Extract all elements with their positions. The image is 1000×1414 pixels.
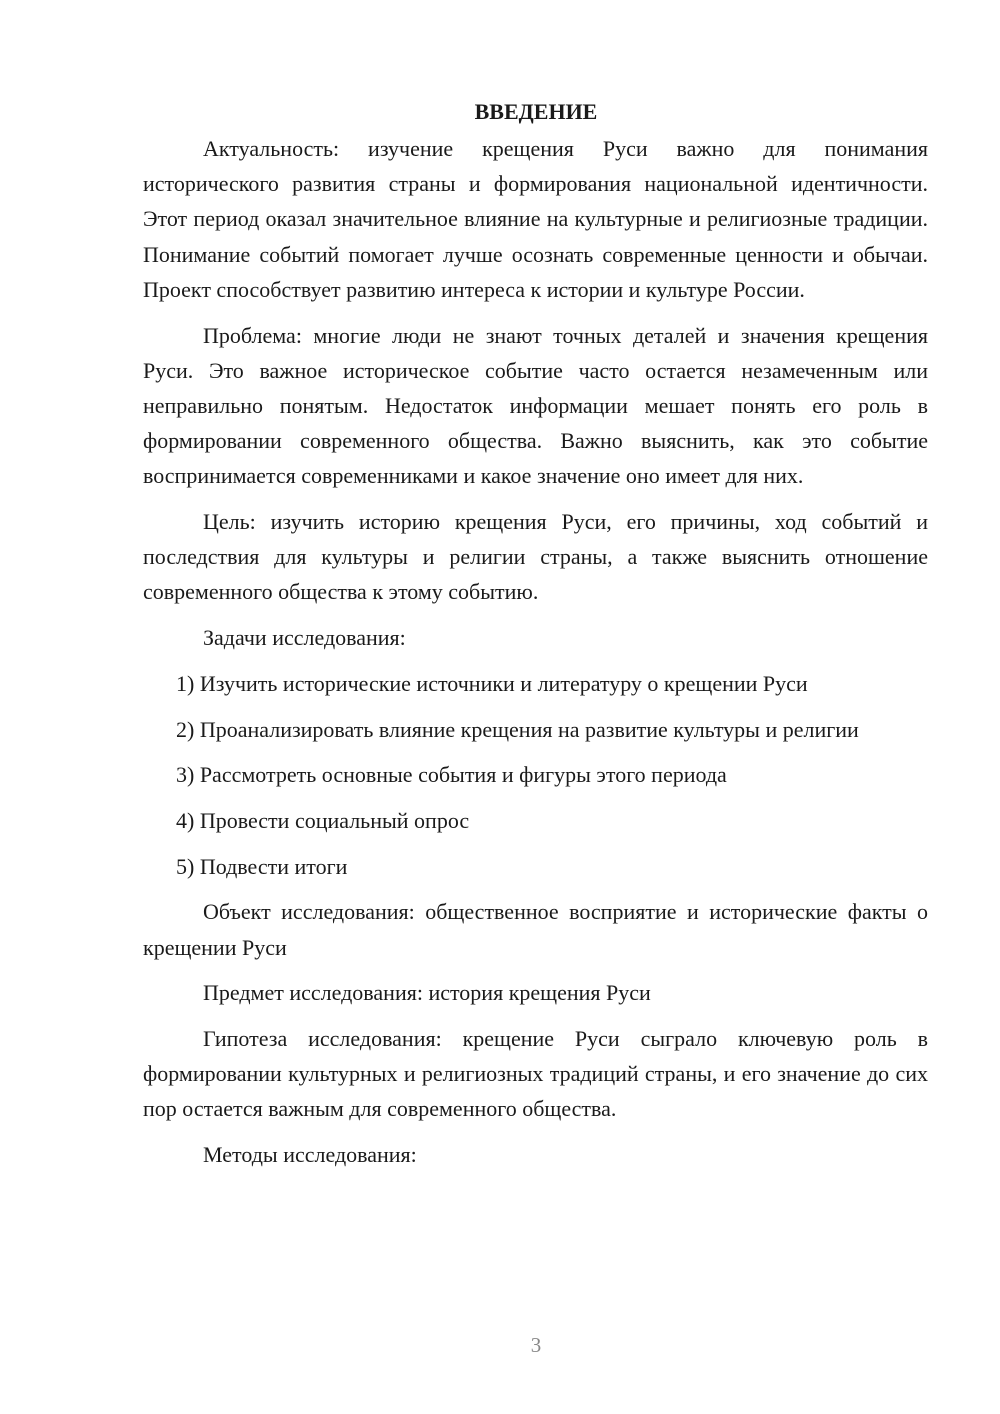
task-item: 1) Изучить исторические источники и литературу о крещении Руси [176,670,808,696]
problem-paragraph: Проблема: многие люди не знают точных деталей и значения крещения Руси. Это важное историческое событие часто остается незамеченным или неправильно понятым. Недостаток информации мешает понять его роль в формировании современного общества. Важно выяснить, как это событие воспринимается современниками и какое значение оно имеет для них. [143,322,928,489]
subject-paragraph: Предмет исследования: история крещения Руси [203,980,651,1006]
tasks-heading: Задачи исследования: [203,625,406,651]
relevance-paragraph: Актуальность: изучение крещения Руси важно для понимания исторического развития страны и формирования национальной идентичности. Этот период оказал значительное влияние на культурные и религиозные традиции. Понимание событий помогает лучше осознать современные ценности и обычаи. Проект способствует развитию интереса к истории и культуре России. [143,136,928,302]
document-body [143,94,928,1172]
hypothesis-paragraph: Гипотеза исследования: крещение Руси сыграло ключевую роль в формировании культурных и религиозных традиций страны, и его значение до сих пор остается важным для современного общества. [143,1025,928,1122]
methods-heading: Методы исследования: [203,1142,417,1168]
task-item: 4) Провести социальный опрос [176,807,470,833]
object-paragraph: Объект исследования: общественное восприятие и исторические факты о крещении Руси [143,899,928,960]
task-item: 5) Подвести итоги [176,853,348,879]
page-number: 3 [530,1333,542,1357]
task-item: 2) Проанализировать влияние крещения на развитие культуры и религии [176,716,859,742]
goal-paragraph: Цель: изучить историю крещения Руси, его причины, ход событий и последствия для культуры и религии страны, а также выяснить отношение современного общества к этому событию. [143,509,928,605]
section-title: ВВЕДЕНИЕ [474,99,598,124]
task-item: 3) Рассмотреть основные события и фигуры этого периода [176,762,727,788]
